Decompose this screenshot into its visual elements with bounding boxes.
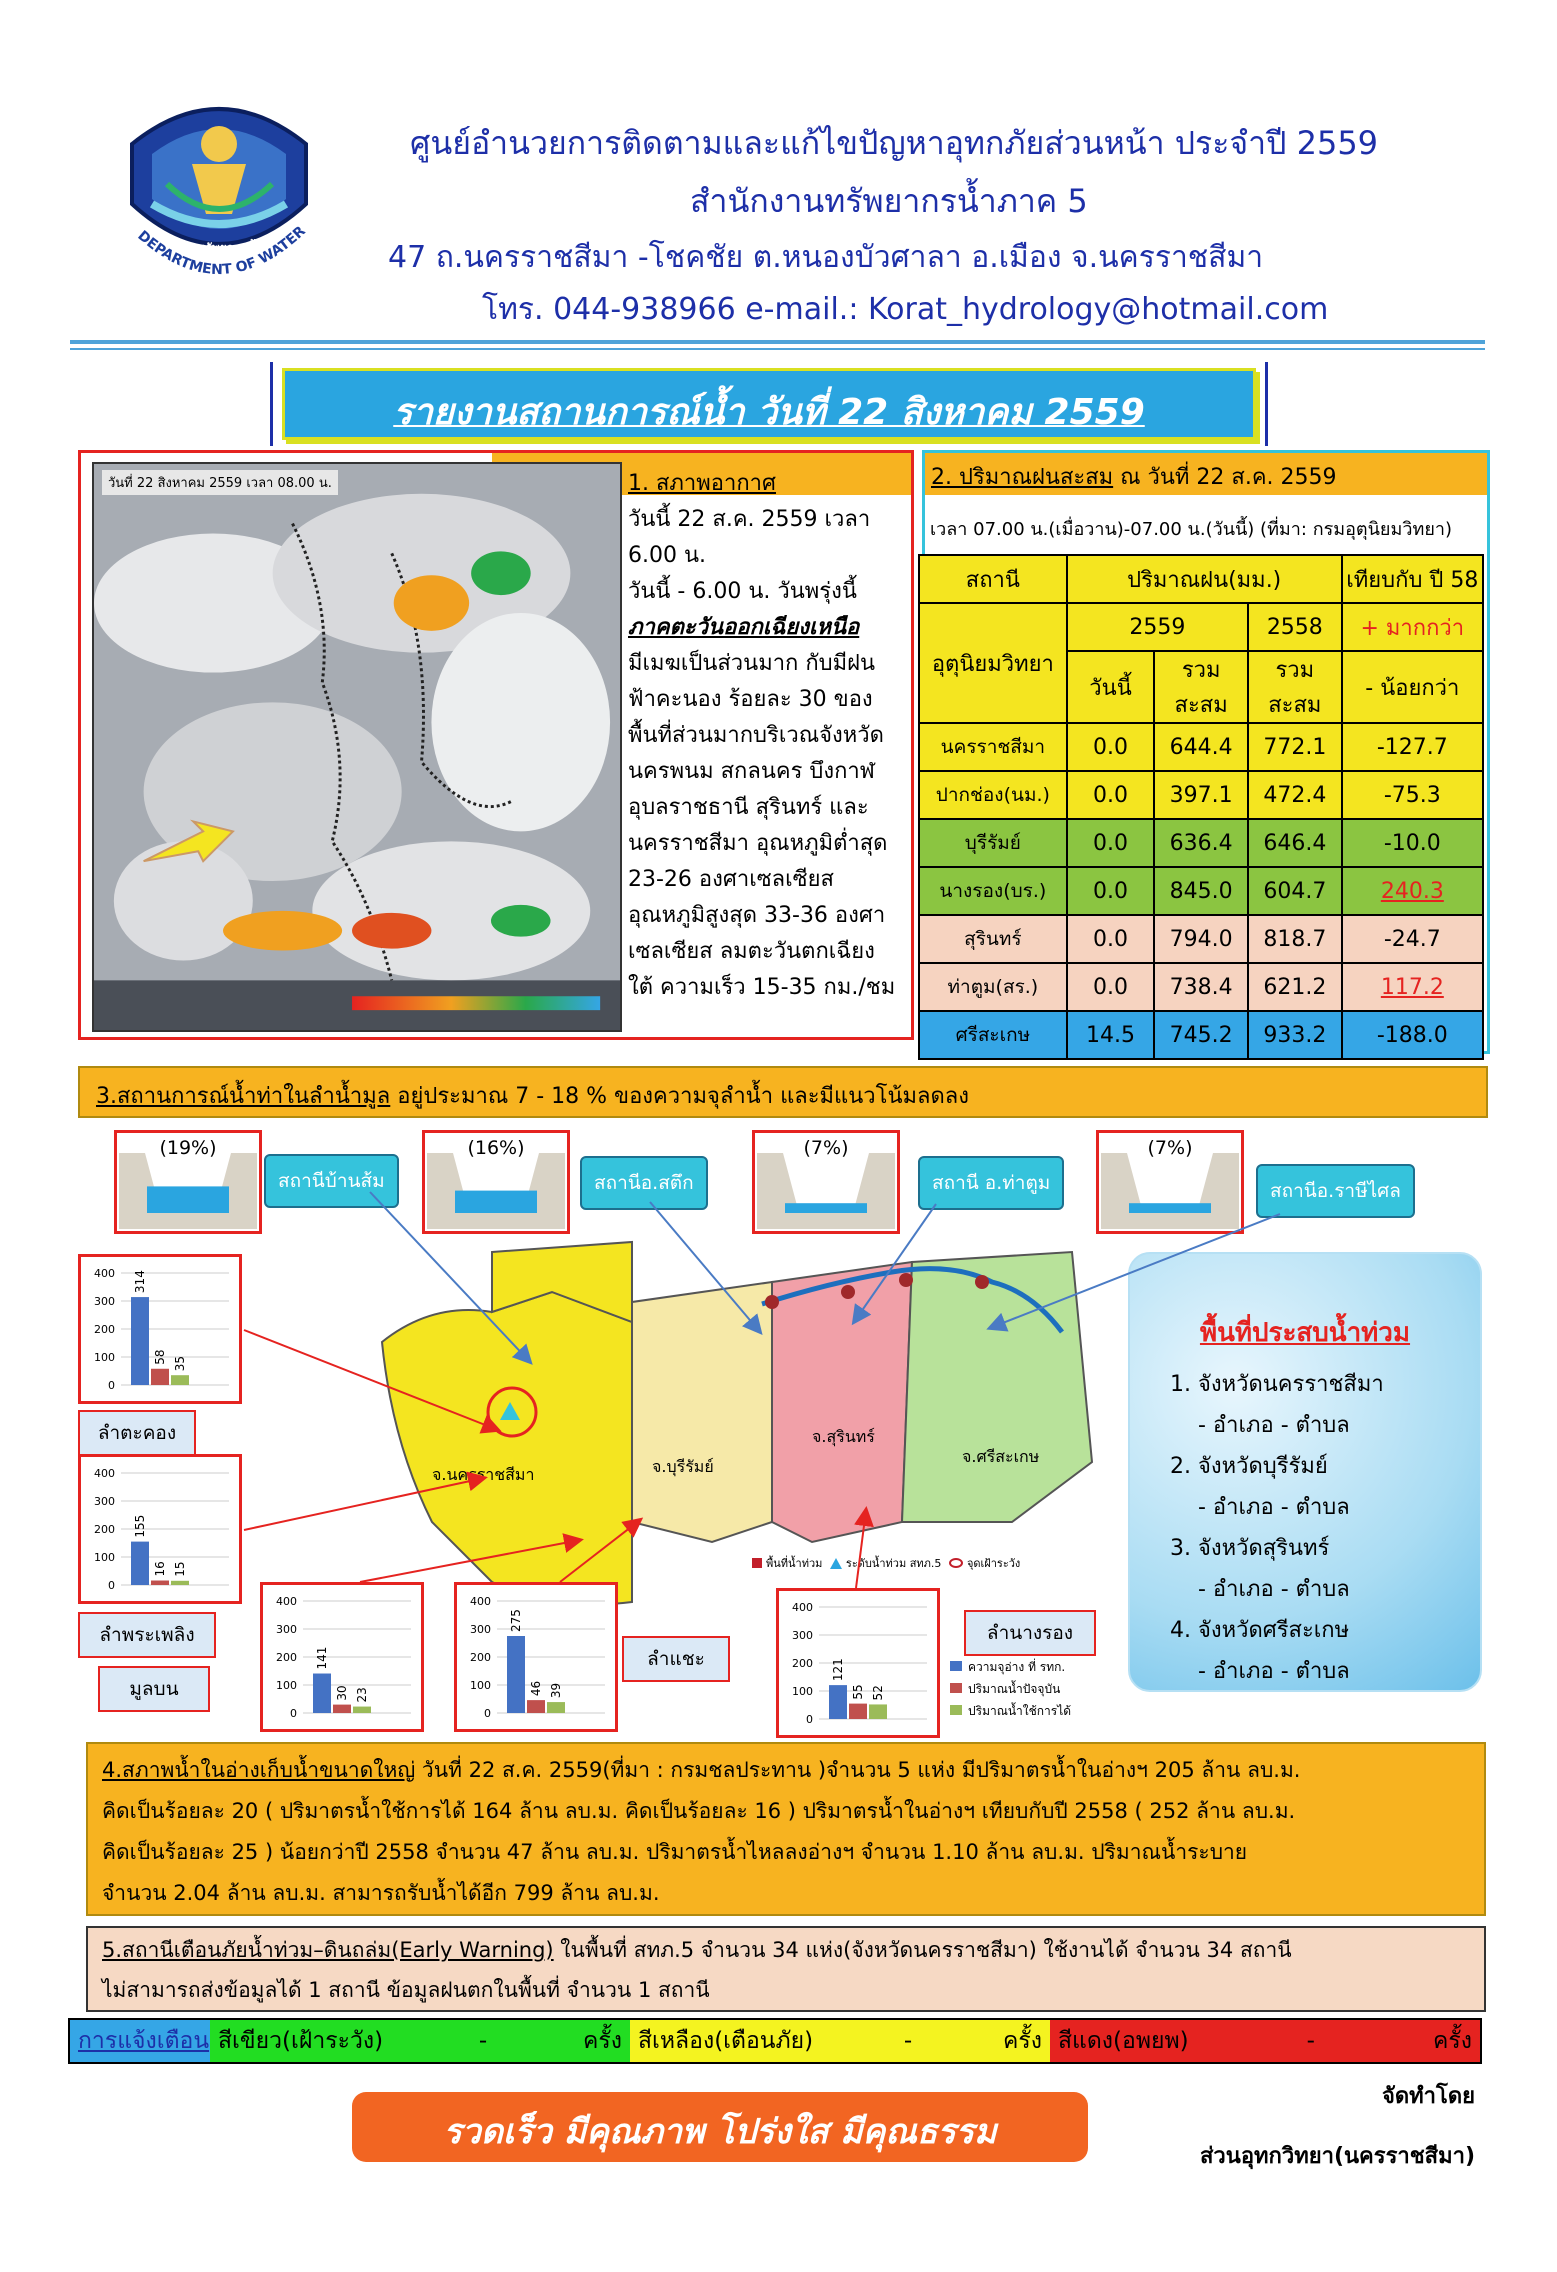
rainfall-cell-cum58: 772.1 <box>1248 723 1342 771</box>
col-cum59: รวมสะสม <box>1154 651 1248 723</box>
alert-red: สีแดง(อพยพ) - ครั้ง <box>1050 2020 1480 2062</box>
rainfall-cell-cum58: 646.4 <box>1248 819 1342 867</box>
flood-item: 2. จังหวัดบุรีรัมย์ <box>1170 1454 1328 1479</box>
reservoir-section <box>86 1742 1486 1916</box>
rainfall-cell-name: ท่าตูม(สร.) <box>919 963 1067 1011</box>
rainfall-note: เวลา 07.00 น.(เมื่อวาน)-07.00 น.(วันนี้) (ที่มา: กรมอุตุนิยมวิทยา) <box>930 519 1452 540</box>
weather-line: ฟ้าคะนอง ร้อยละ 30 ของ <box>628 687 873 712</box>
bar-value-label: 314 <box>133 1270 147 1294</box>
rainfall-row <box>919 963 1483 1011</box>
rainfall-cell-cum58: 621.2 <box>1248 963 1342 1011</box>
col-2558: 2558 <box>1248 603 1342 651</box>
header-divider <box>70 340 1485 344</box>
rainfall-row <box>919 723 1483 771</box>
y-tick-label: 300 <box>94 1295 115 1308</box>
y-tick-label: 0 <box>290 1707 297 1720</box>
early-warning-section <box>86 1926 1486 2012</box>
satellite-caption: วันที่ 22 สิงหาคม 2559 เวลา 08.00 น. <box>102 470 338 495</box>
cross-section-pct: (7%) <box>803 1137 849 1159</box>
bar-value-label: 30 <box>335 1685 349 1701</box>
flood-item: - อำเภอ - ตำบล <box>1198 1659 1350 1684</box>
office-address: 47 ถ.นครราชสีมา -โชคชัย ต.หนองบัวศาลา อ.เมือง จ.นครราชสีมา <box>388 240 1264 275</box>
bar-value-label: 141 <box>315 1646 329 1670</box>
rainfall-row <box>919 819 1483 867</box>
y-tick-label: 300 <box>792 1629 813 1642</box>
reservoir-line: คิดเป็นร้อยละ 20 ( ปริมาตรน้ำใช้การได้ 164 ล้าน ลบ.ม. คิดเป็นร้อยละ 16 ) ปริมาตรน้ำในอ่างฯ เทียบกับปี 2558 ( 252 ล้าน ลบ.ม. <box>102 1799 1296 1823</box>
y-tick-label: 0 <box>108 1579 115 1592</box>
station-ban-som: สถานีบ้านส้ม <box>264 1154 399 1208</box>
rainfall-cell-diff: -24.7 <box>1342 915 1483 963</box>
weather-text <box>628 466 910 1006</box>
reservoir-heading: 4.สภาพน้ำในอ่างเก็บน้ำขนาดใหญ่ <box>102 1758 416 1782</box>
department-logo <box>112 84 326 298</box>
rainfall-cell-cum58: 818.7 <box>1248 915 1342 963</box>
y-tick-label: 400 <box>94 1267 115 1280</box>
flood-item: 1. จังหวัดนครราชสีมา <box>1170 1372 1384 1397</box>
connector-arrows <box>0 1100 1557 1660</box>
bar-value-label: 16 <box>153 1561 167 1577</box>
y-tick-label: 0 <box>484 1707 491 1720</box>
legend-label: ระดับน้ำท่วม สทภ.5 <box>845 1557 942 1570</box>
y-tick-label: 0 <box>806 1713 813 1726</box>
rainfall-cell-today: 0.0 <box>1067 867 1155 915</box>
bar-value-label: 39 <box>549 1682 563 1699</box>
y-tick-label: 200 <box>94 1323 115 1336</box>
y-tick-label: 300 <box>470 1623 491 1636</box>
y-tick-label: 400 <box>94 1467 115 1480</box>
rainfall-heading-date: ณ วันที่ 22 ส.ค. 2559 <box>1120 465 1337 490</box>
motto-banner: รวดเร็ว มีคุณภาพ โปร่งใส มีคุณธรรม <box>352 2092 1088 2162</box>
warning-line: 5.สถานีเตือนภัยน้ำท่วม–ดินถล่ม(Early Warning) ในพื้นที่ สทภ.5 จำนวน 34 แห่ง(จังหวัดนครราชสีมา) ใช้งานได้ จำนวน 34 สถานี <box>102 1938 1292 1962</box>
y-tick-label: 100 <box>94 1351 115 1364</box>
y-tick-label: 400 <box>792 1601 813 1614</box>
flood-item: - อำเภอ - ตำบล <box>1198 1413 1350 1438</box>
col-today: วันนี้ <box>1067 651 1155 723</box>
bar <box>869 1704 887 1719</box>
bar-value-label: 23 <box>355 1687 369 1703</box>
rainfall-heading: 2. ปริมาณฝนสะสม <box>931 465 1114 490</box>
rainfall-table <box>918 554 1484 1060</box>
col-rain: ปริมาณฝน(มม.) <box>1067 555 1342 603</box>
reservoir-label: ลำแชะ <box>622 1636 730 1682</box>
bar-value-label: 52 <box>871 1685 885 1701</box>
legend-swatch <box>950 1683 962 1693</box>
alert-yellow: สีเหลือง(เตือนภัย) - ครั้ง <box>630 2020 1050 2062</box>
prepared-by-label: จัดทำโดย <box>1382 2084 1476 2109</box>
col-station-2: อุตุนิยมวิทยา <box>919 603 1067 723</box>
col-station: สถานี <box>919 555 1067 603</box>
title-bracket-right <box>1256 362 1268 446</box>
bar <box>333 1705 351 1713</box>
warning-line: ไม่สามารถส่งข้อมูลได้ 1 สถานี ข้อมูลฝนตกในพื้นที่ จำนวน 1 สถานี <box>102 1978 710 2002</box>
flood-item: 3. จังหวัดสุรินทร์ <box>1170 1536 1330 1561</box>
weather-line: พื้นที่ส่วนมากบริเวณจังหวัด <box>628 723 884 748</box>
bar-value-label: 35 <box>173 1355 187 1372</box>
weather-line: ใต้ ความเร็ว 15-35 กม./ชม <box>628 975 896 1000</box>
col-2559: 2559 <box>1067 603 1248 651</box>
col-compare: เทียบกับ ปี 58 <box>1342 555 1483 603</box>
weather-line: อุบลราชธานี สุรินทร์ และ <box>628 795 869 820</box>
flood-item: - อำเภอ - ตำบล <box>1198 1495 1350 1520</box>
flood-title: พื้นที่ประสบน้ำท่วม <box>1199 1318 1411 1348</box>
col-less: - น้อยกว่า <box>1342 651 1483 723</box>
reservoir-label: ลำนางรอง <box>964 1610 1096 1656</box>
rainfall-row <box>919 1011 1483 1059</box>
rainfall-row <box>919 771 1483 819</box>
weather-line: วันนี้ 22 ส.ค. 2559 เวลา 6.00 น. <box>628 507 871 568</box>
bar-value-label: 155 <box>133 1514 147 1538</box>
prepared-by-dept: ส่วนอุทกวิทยา(นครราชสีมา) <box>1200 2144 1476 2169</box>
legend-swatch <box>950 1661 962 1671</box>
rainfall-cell-diff: -188.0 <box>1342 1011 1483 1059</box>
rainfall-cell-cum59: 738.4 <box>1154 963 1248 1011</box>
legend-label: ความจุอ่าง ที่ รทก. <box>968 1660 1066 1674</box>
y-tick-label: 200 <box>94 1523 115 1536</box>
y-tick-label: 100 <box>470 1679 491 1692</box>
weather-line: นครราชสีมา อุณหภูมิต่ำสุด <box>628 831 888 856</box>
satellite-image <box>92 462 622 1032</box>
alert-green: สีเขียว(เฝ้าระวัง) - ครั้ง <box>210 2020 630 2062</box>
rainfall-cell-name: นางรอง(บร.) <box>919 867 1067 915</box>
station-tha-tum: สถานี อ.ท่าตูม <box>918 1156 1064 1210</box>
rainfall-cell-cum59: 397.1 <box>1154 771 1248 819</box>
rainfall-cell-cum59: 794.0 <box>1154 915 1248 963</box>
bar <box>353 1707 371 1713</box>
y-tick-label: 100 <box>792 1685 813 1698</box>
rainfall-cell-name: ศรีสะเกษ <box>919 1011 1067 1059</box>
header-divider-thin <box>70 348 1485 350</box>
weather-line: นครพนม สกลนคร บึงกาฬ <box>628 759 875 784</box>
weather-line: 23-26 องศาเซลเซียส <box>628 867 834 892</box>
y-tick-label: 300 <box>94 1495 115 1508</box>
bar <box>313 1674 331 1713</box>
rainfall-cell-cum59: 636.4 <box>1154 819 1248 867</box>
station-satuek: สถานีอ.สตึก <box>580 1156 708 1210</box>
logo-text-th: กรมทรัพยากรน้ำ <box>175 241 263 255</box>
bar <box>829 1685 847 1719</box>
rainfall-cell-cum58: 933.2 <box>1248 1011 1342 1059</box>
rainfall-cell-cum58: 604.7 <box>1248 867 1342 915</box>
legend-label: จุดเฝ้าระวัง <box>966 1557 1021 1570</box>
rainfall-row <box>919 915 1483 963</box>
map-label: จ.นครราชสีมา <box>432 1465 535 1484</box>
rainfall-cell-cum59: 644.4 <box>1154 723 1248 771</box>
rainfall-cell-name: ปากช่อง(นม.) <box>919 771 1067 819</box>
cross-section-pct: (19%) <box>159 1137 217 1159</box>
rainfall-cell-diff: -10.0 <box>1342 819 1483 867</box>
reservoir-line: จำนวน 2.04 ล้าน ลบ.ม. สามารถรับน้ำได้อีก 799 ล้าน ลบ.ม. <box>102 1881 660 1905</box>
legend-label: ปริมาณน้ำใช้การได้ <box>968 1704 1072 1718</box>
bar <box>849 1704 867 1719</box>
rainfall-cell-diff: -127.7 <box>1342 723 1483 771</box>
legend-label: พื้นที่น้ำท่วม <box>766 1557 823 1570</box>
y-tick-label: 100 <box>276 1679 297 1692</box>
cross-section-pct: (7%) <box>1147 1137 1193 1159</box>
rainfall-cell-today: 14.5 <box>1067 1011 1155 1059</box>
office-contact: โทร. 044-938966 e-mail.: Korat_hydrology@hotmail.com <box>482 292 1329 327</box>
rainfall-body <box>919 723 1483 1059</box>
rainfall-cell-name: สุรินทร์ <box>919 915 1067 963</box>
y-tick-label: 200 <box>792 1657 813 1670</box>
map-label: จ.บุรีรัมย์ <box>652 1457 714 1476</box>
rainfall-cell-diff: 240.3 <box>1342 867 1483 915</box>
cross-section-pct: (16%) <box>467 1137 525 1159</box>
rainfall-heading-bar <box>925 453 1487 495</box>
rainfall-cell-diff: -75.3 <box>1342 771 1483 819</box>
bar-value-label: 121 <box>831 1658 845 1682</box>
logo-text: DEPARTMENT OF WATER <box>134 223 309 279</box>
alert-label: การแจ้งเตือน <box>70 2020 210 2062</box>
river-heading: 3.สถานการณ์น้ำท่าในลำน้ำมูล <box>96 1084 391 1109</box>
rainfall-cell-today: 0.0 <box>1067 723 1155 771</box>
weather-line: เซลเซียส ลมตะวันตกเฉียง <box>628 939 875 964</box>
alert-bar <box>68 2018 1482 2064</box>
map-label: จ.ศรีสะเกษ <box>962 1447 1040 1466</box>
map-label: จ.สุรินทร์ <box>812 1427 875 1446</box>
station-rasi-salai: สถานีอ.ราษีไศล <box>1256 1164 1415 1218</box>
rainfall-cell-today: 0.0 <box>1067 819 1155 867</box>
reservoir-label: มูลบน <box>98 1666 210 1712</box>
reservoir-line: คิดเป็นร้อยละ 25 ) น้อยกว่าปี 2558 จำนวน 47 ล้าน ลบ.ม. ปริมาตรน้ำไหลลงอ่างฯ จำนวน 1.10 ล้าน ลบ.ม. ปริมาณน้ำระบาย <box>102 1840 1248 1864</box>
reservoir-label: ลำตะคอง <box>78 1410 196 1456</box>
reservoir-line: 4.สภาพน้ำในอ่างเก็บน้ำขนาดใหญ่ วันที่ 22 ส.ค. 2559(ที่มา : กรมชลประทาน )จำนวน 5 แห่ง มีปริมาตรน้ำในอ่างฯ 205 ล้าน ลบ.ม. <box>102 1758 1301 1782</box>
bar-value-label: 55 <box>851 1684 865 1700</box>
title-bracket-left <box>270 362 282 446</box>
col-more: + มากกว่า <box>1342 603 1483 651</box>
bar-value-label: 275 <box>509 1609 523 1632</box>
y-tick-label: 300 <box>276 1623 297 1636</box>
y-tick-label: 200 <box>276 1651 297 1664</box>
chart-legend-item <box>950 1678 1071 1700</box>
weather-region: ภาคตะวันออกเฉียงเหนือ <box>628 615 860 640</box>
rainfall-cell-cum58: 472.4 <box>1248 771 1342 819</box>
rainfall-row <box>919 867 1483 915</box>
bar-value-label: 58 <box>153 1349 167 1365</box>
bar-value-label: 46 <box>529 1680 543 1697</box>
chart-legend <box>950 1656 1071 1722</box>
office-name: สำนักงานทรัพยากรน้ำภาค 5 <box>690 182 1088 220</box>
report-title: รายงานสถานการณ์น้ำ วันที่ 22 สิงหาคม 2559 <box>393 392 1145 433</box>
legend-swatch <box>950 1705 962 1715</box>
bar <box>547 1702 565 1713</box>
river-text: อยู่ประมาณ 7 - 18 % ของความจุลำน้ำ และมีแนวโน้มลดลง <box>390 1084 969 1109</box>
rainfall-cell-diff: 117.2 <box>1342 963 1483 1011</box>
rainfall-cell-name: นครราชสีมา <box>919 723 1067 771</box>
bar <box>527 1700 545 1713</box>
y-tick-label: 400 <box>470 1595 491 1608</box>
weather-line: วันนี้ - 6.00 น. วันพรุ่งนี้ <box>628 579 857 604</box>
col-cum58: รวมสะสม <box>1248 651 1342 723</box>
weather-heading: 1. สภาพอากาศ <box>628 471 776 496</box>
warning-heading: 5.สถานีเตือนภัยน้ำท่วม–ดินถล่ม(Early Warning) <box>102 1938 554 1962</box>
rainfall-cell-name: บุรีรัมย์ <box>919 819 1067 867</box>
weather-line: อุณหภูมิสูงสุด 33-36 องศา <box>628 903 886 928</box>
y-tick-label: 0 <box>108 1379 115 1392</box>
flood-item: 4. จังหวัดศรีสะเกษ <box>1170 1618 1350 1643</box>
y-tick-label: 100 <box>94 1551 115 1564</box>
y-tick-label: 200 <box>470 1651 491 1664</box>
rainfall-cell-cum59: 845.0 <box>1154 867 1248 915</box>
flood-item: - อำเภอ - ตำบล <box>1198 1577 1350 1602</box>
bar-value-label: 15 <box>173 1561 187 1577</box>
rainfall-cell-cum59: 745.2 <box>1154 1011 1248 1059</box>
rainfall-cell-today: 0.0 <box>1067 963 1155 1011</box>
legend-label: ปริมาณน้ำปัจจุบัน <box>968 1682 1061 1696</box>
rainfall-cell-today: 0.0 <box>1067 771 1155 819</box>
org-name: ศูนย์อำนวยการติดตามและแก้ไขปัญหาอุทกภัยส่วนหน้า ประจำปี 2559 <box>410 124 1379 162</box>
rainfall-cell-today: 0.0 <box>1067 915 1155 963</box>
y-tick-label: 400 <box>276 1595 297 1608</box>
weather-line: มีเมฆเป็นส่วนมาก กับมีฝน <box>628 651 876 676</box>
reservoir-label: ลำพระเพลิง <box>78 1612 216 1658</box>
chart-legend-item <box>950 1700 1071 1722</box>
report-title-banner <box>282 368 1256 440</box>
